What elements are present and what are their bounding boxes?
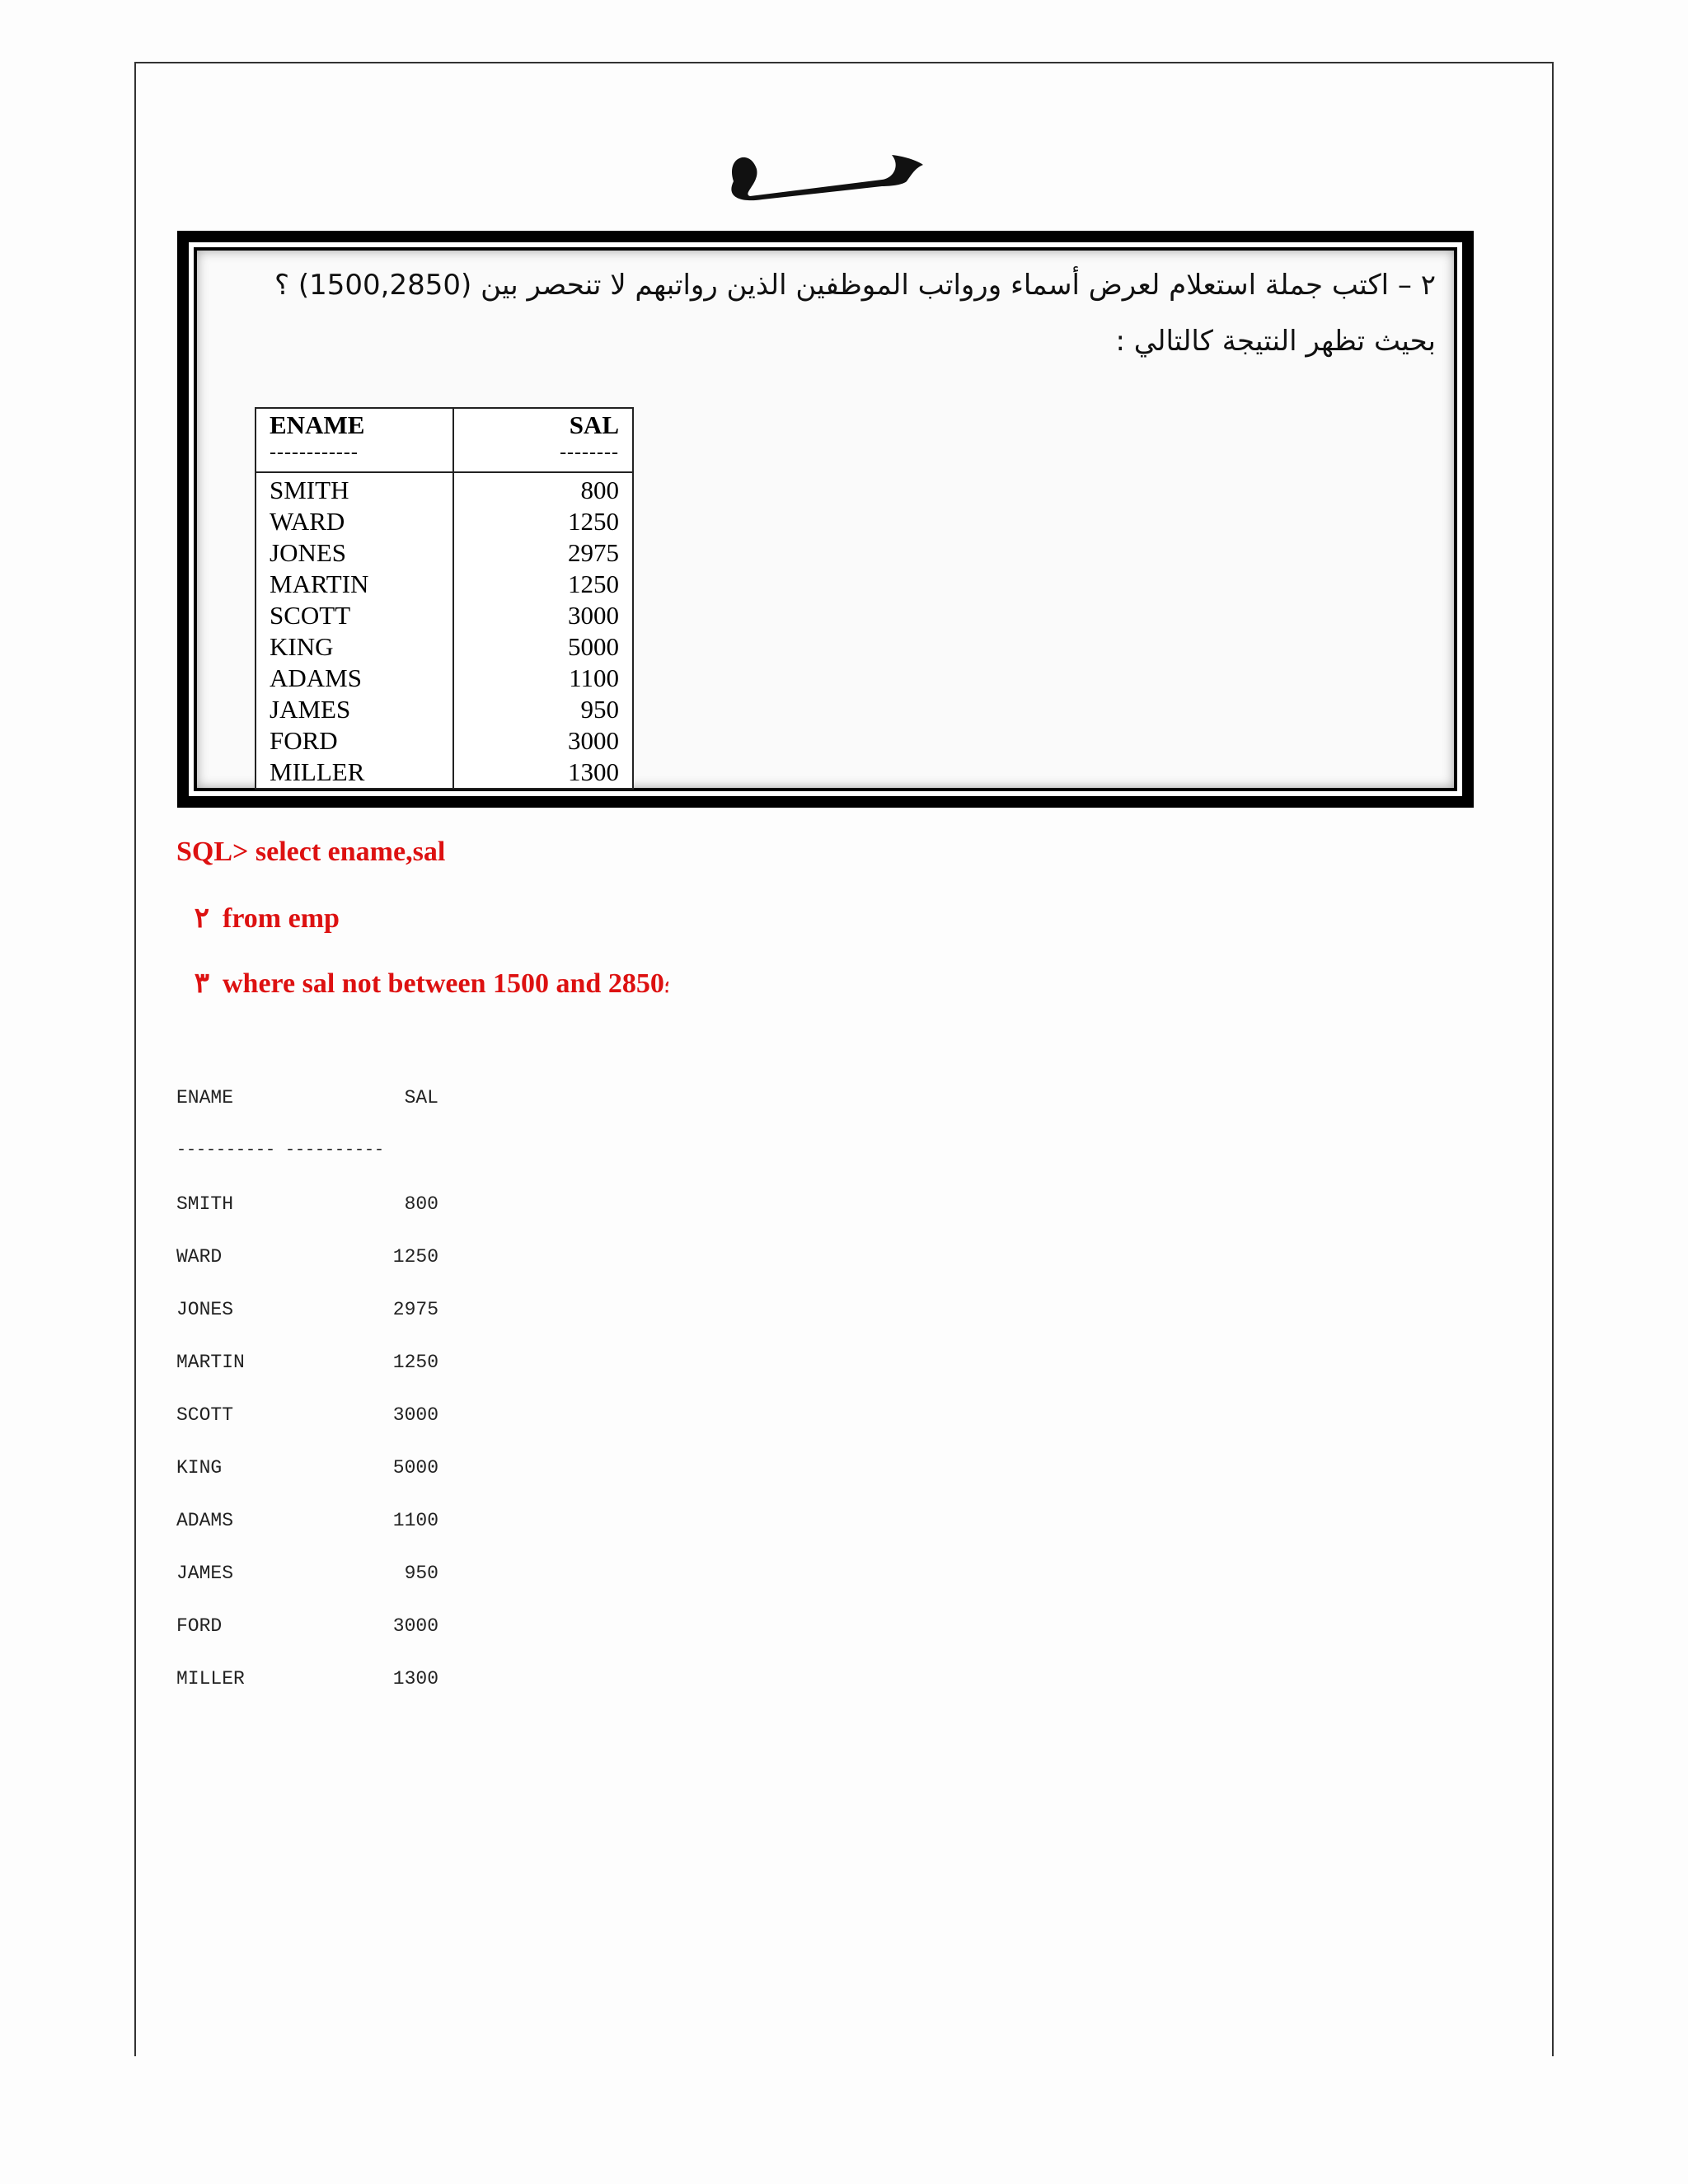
output-cell-sal: 1250 [392,1246,438,1268]
output-cell-sal: 3000 [392,1615,438,1637]
table-cell-sal: 3000 [568,726,619,755]
calligraphic-title-ornament-icon [717,132,931,206]
sql-line-3-text: where sal not between 1500 and 2850 [223,968,664,999]
table-header-divider [256,471,632,473]
table-cell-sal: 5000 [568,632,619,661]
output-dashes: ---------- ---------- [176,1141,385,1160]
column-header-sal: SAL [569,410,619,439]
output-cell-ename: ADAMS [176,1510,234,1531]
output-cell-sal: 800 [404,1193,438,1215]
output-cell-ename: SMITH [176,1193,234,1215]
sql-line-number: ٢ [194,903,209,934]
header-dashes-ename: ------------ [270,442,359,463]
sql-line-2-text: from emp [223,903,340,934]
table-column-divider [452,409,454,788]
output-cell-ename: KING [176,1457,223,1479]
output-cell-sal: 950 [404,1563,438,1584]
table-cell-sal: 1250 [568,507,619,536]
output-cell-ename: FORD [176,1615,223,1637]
sql-line-1 [176,837,445,868]
table-cell-sal: 2975 [568,538,619,567]
table-cell-ename: WARD [270,507,345,536]
ename-column [270,475,368,788]
output-cell-sal: 2975 [392,1299,438,1320]
sql-line-number: ٣ [194,968,209,999]
sal-column [568,475,619,788]
question-box [177,231,1474,808]
sql-line-end-mark: ؛ [663,978,670,996]
output-cell-sal: 1250 [392,1352,438,1373]
output-header-ename: ENAME [176,1087,234,1108]
output-cell-sal: 5000 [392,1457,438,1479]
table-cell-sal: 3000 [568,601,619,630]
table-cell-ename: SMITH [270,476,349,504]
table-cell-ename: KING [270,632,334,661]
output-cell-ename: SCOTT [176,1404,234,1426]
table-cell-ename: SCOTT [270,601,351,630]
table-cell-ename: FORD [270,726,338,755]
table-cell-sal: 800 [580,476,619,504]
question-inner [194,247,1457,791]
output-header-sal: SAL [404,1087,438,1108]
sql-line-3 [176,967,669,1000]
table-cell-sal: 1300 [568,757,619,786]
table-cell-sal: 1100 [569,663,619,692]
question-line-2: بحيث تظهر النتيجة كالتالي : [1115,325,1436,358]
table-cell-ename: MILLER [270,757,365,786]
output-cell-ename: WARD [176,1246,223,1268]
output-cell-ename: MARTIN [176,1352,245,1373]
output-cell-ename: MILLER [176,1668,245,1690]
table-cell-ename: MARTIN [270,569,369,598]
header-dashes-sal: -------- [560,442,619,463]
table-cell-ename: ADAMS [270,663,362,692]
column-header-ename: ENAME [270,410,365,439]
sample-result-table [255,407,634,790]
sql-line-1-text: SQL> select ename,sal [176,837,446,867]
output-cell-sal: 1300 [392,1668,438,1690]
output-cell-ename: JONES [176,1299,234,1320]
output-cell-sal: 3000 [392,1404,438,1426]
output-cell-ename: JAMES [176,1563,234,1584]
question-line-1: ٢ – اكتب جملة استعلام لعرض أسماء ورواتب الموظفين الذين رواتبهم لا تنحصر بين (1500,2850) ؟ [274,269,1436,302]
table-cell-ename: JONES [270,538,347,567]
table-cell-sal: 1250 [568,569,619,598]
sql-line-2 [176,902,340,935]
table-cell-ename: JAMES [270,695,351,724]
output-cell-sal: 1100 [392,1510,438,1531]
table-cell-sal: 950 [580,695,619,724]
